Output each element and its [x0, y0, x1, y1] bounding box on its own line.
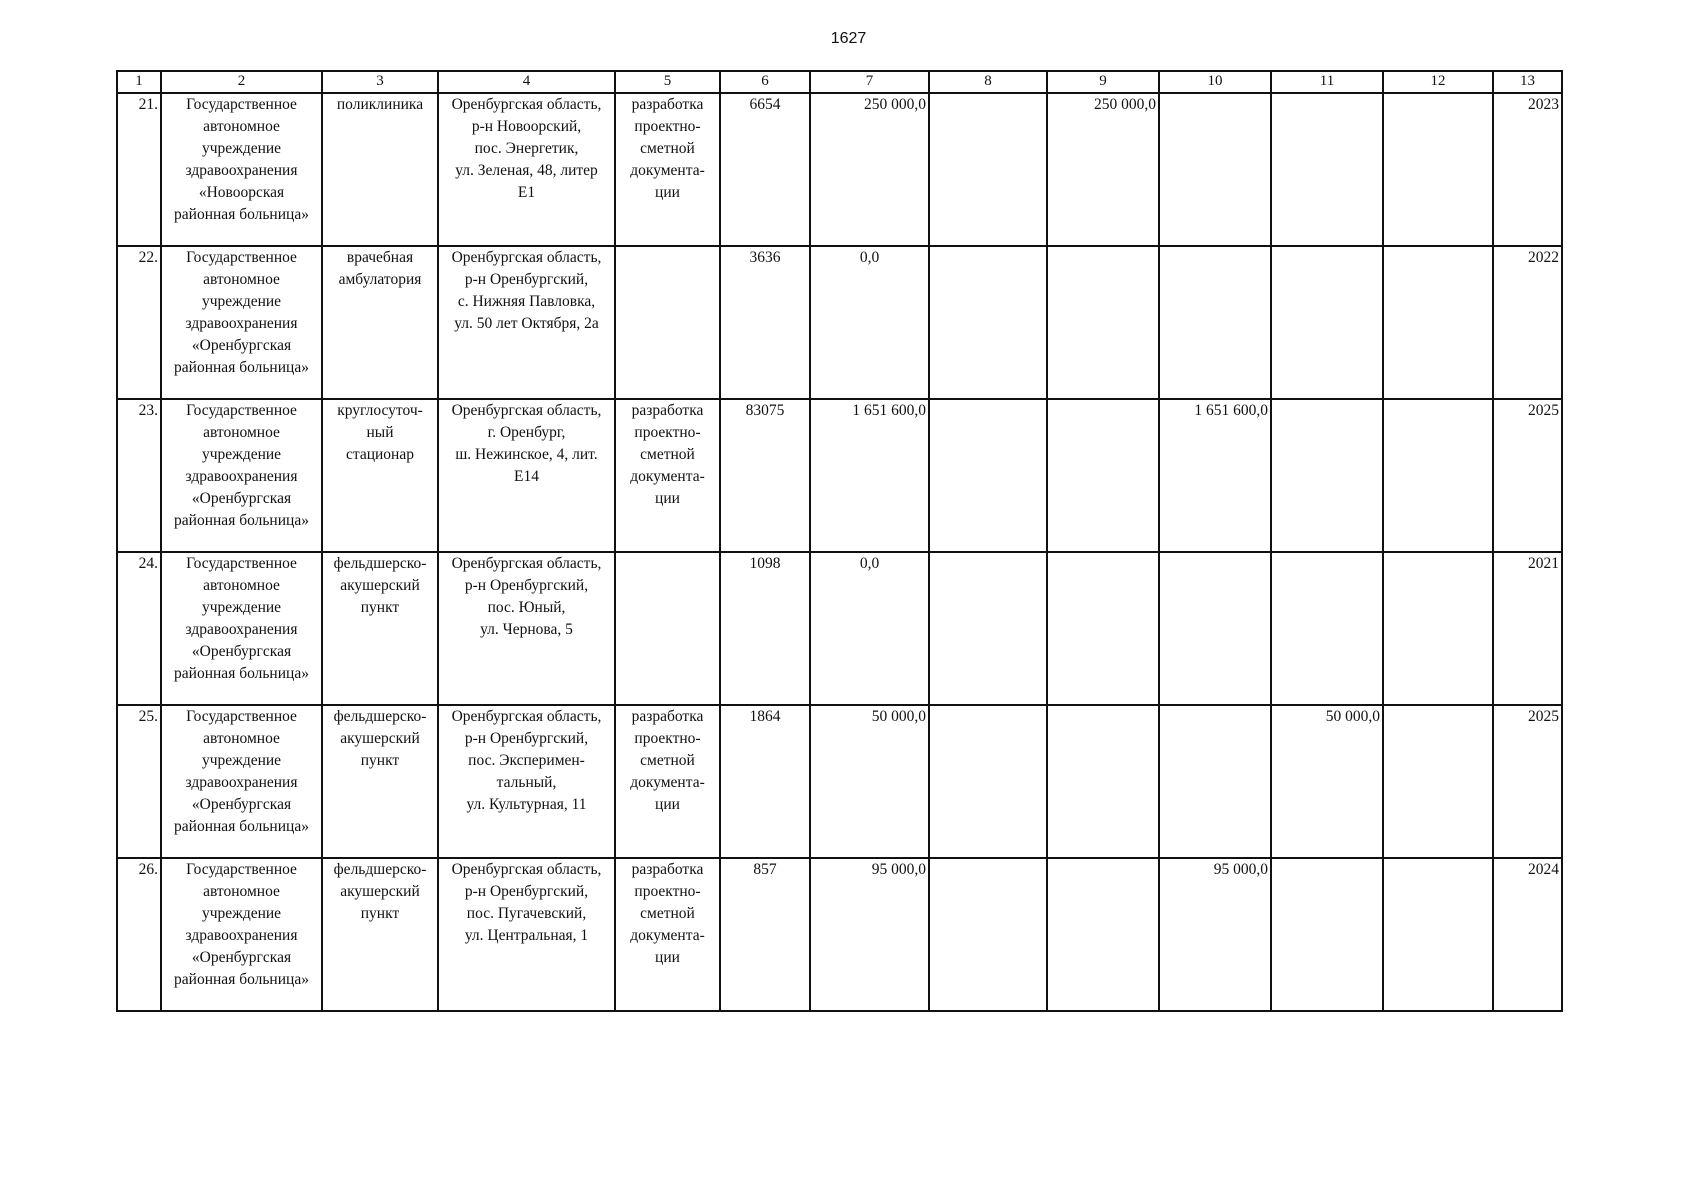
work-type-text: разработка проектно- сметной документа- ции: [630, 96, 705, 201]
facility-type-text: круглосуточ- ный стационар: [337, 402, 423, 463]
col8-cell: [929, 552, 1047, 705]
col11-cell: [1271, 399, 1383, 552]
address-cell: [438, 93, 615, 246]
institution-cell: [161, 399, 322, 552]
work-type-cell: [615, 246, 720, 399]
institution-text: Государственное автономное учреждение здравоохранения «Оренбургская районная больница»: [174, 708, 309, 835]
column-header: 13: [1493, 71, 1562, 93]
col8-cell: [929, 858, 1047, 1011]
col9-cell: [1047, 858, 1159, 1011]
col10-cell: 1 651 600,0: [1159, 399, 1271, 552]
col11-cell: [1271, 552, 1383, 705]
address-text: Оренбургская область, г. Оренбург, ш. Нежинское, 4, лит. Е14: [451, 402, 602, 485]
col12-cell: [1383, 246, 1493, 399]
address-cell: [438, 705, 615, 858]
total-cell: 250 000,0: [810, 93, 929, 246]
page-number: 1627: [830, 30, 867, 47]
col11-cell: 50 000,0: [1271, 705, 1383, 858]
total-cell: 1 651 600,0: [810, 399, 929, 552]
col8-cell: [929, 399, 1047, 552]
col8-cell: [929, 246, 1047, 399]
total-cell: 50 000,0: [810, 705, 929, 858]
col12-cell: [1383, 93, 1493, 246]
year-cell: 2025: [1493, 399, 1562, 552]
col9-cell: [1047, 399, 1159, 552]
institution-text: Государственное автономное учреждение здравоохранения «Оренбургская районная больница»: [174, 861, 309, 988]
area-cell: 83075: [720, 399, 810, 552]
address-cell: [438, 399, 615, 552]
facility-type-cell: [322, 399, 438, 552]
row-number-cell: 24.: [117, 552, 161, 705]
facility-type-text: фельдшерско- акушерский пункт: [333, 708, 427, 769]
col10-cell: [1159, 705, 1271, 858]
area-cell: 3636: [720, 246, 810, 399]
work-type-cell: [615, 705, 720, 858]
facility-type-text: фельдшерско- акушерский пункт: [333, 861, 427, 922]
table-row: [117, 552, 1562, 705]
facility-type-text: врачебная амбулатория: [338, 249, 422, 288]
column-header: 6: [720, 71, 810, 93]
work-type-text: разработка проектно- сметной документа- ции: [630, 861, 705, 966]
column-header: 7: [810, 71, 929, 93]
column-header: 8: [929, 71, 1047, 93]
work-type-text: разработка проектно- сметной документа- ции: [630, 402, 705, 507]
facility-type-cell: [322, 705, 438, 858]
address-text: Оренбургская область, р-н Новоорский, пос. Энергетик, ул. Зеленая, 48, литер Е1: [451, 96, 602, 201]
column-header: 4: [438, 71, 615, 93]
area-cell: 1864: [720, 705, 810, 858]
table-row: [117, 705, 1562, 858]
row-number-cell: 25.: [117, 705, 161, 858]
facility-type-cell: [322, 858, 438, 1011]
total-cell: 95 000,0: [810, 858, 929, 1011]
row-number-cell: 22.: [117, 246, 161, 399]
institution-cell: [161, 705, 322, 858]
year-cell: 2024: [1493, 858, 1562, 1011]
col11-cell: [1271, 246, 1383, 399]
investment-table: [116, 70, 1563, 1012]
table-row: [117, 93, 1562, 246]
institution-text: Государственное автономное учреждение здравоохранения «Новоорская районная больница»: [174, 96, 309, 223]
row-number-cell: 26.: [117, 858, 161, 1011]
address-text: Оренбургская область, р-н Оренбургский, пос. Юный, ул. Чернова, 5: [451, 555, 602, 638]
table-row: [117, 858, 1562, 1011]
year-cell: 2023: [1493, 93, 1562, 246]
column-header: 10: [1159, 71, 1271, 93]
area-cell: 1098: [720, 552, 810, 705]
col10-cell: 95 000,0: [1159, 858, 1271, 1011]
col9-cell: [1047, 246, 1159, 399]
address-text: Оренбургская область, р-н Оренбургский, пос. Эксперимен- тальный, ул. Культурная, 11: [451, 708, 602, 813]
column-header: 12: [1383, 71, 1493, 93]
column-header: 5: [615, 71, 720, 93]
total-cell: 0,0: [810, 552, 929, 705]
column-number-row: [117, 71, 1562, 93]
col10-cell: [1159, 552, 1271, 705]
work-type-cell: [615, 858, 720, 1011]
col8-cell: [929, 93, 1047, 246]
column-header: 2: [161, 71, 322, 93]
col12-cell: [1383, 858, 1493, 1011]
institution-cell: [161, 246, 322, 399]
column-header: 9: [1047, 71, 1159, 93]
column-header: 3: [322, 71, 438, 93]
col9-cell: 250 000,0: [1047, 93, 1159, 246]
total-cell: 0,0: [810, 246, 929, 399]
table-row: [117, 399, 1562, 552]
work-type-cell: [615, 399, 720, 552]
institution-text: Государственное автономное учреждение здравоохранения «Оренбургская районная больница»: [174, 555, 309, 682]
col12-cell: [1383, 399, 1493, 552]
institution-cell: [161, 858, 322, 1011]
col11-cell: [1271, 93, 1383, 246]
col11-cell: [1271, 858, 1383, 1011]
facility-type-cell: [322, 552, 438, 705]
address-cell: [438, 246, 615, 399]
institution-cell: [161, 552, 322, 705]
col8-cell: [929, 705, 1047, 858]
area-cell: 857: [720, 858, 810, 1011]
facility-type-cell: [322, 93, 438, 246]
year-cell: 2025: [1493, 705, 1562, 858]
col9-cell: [1047, 705, 1159, 858]
col10-cell: [1159, 93, 1271, 246]
col12-cell: [1383, 552, 1493, 705]
table-row: [117, 246, 1562, 399]
year-cell: 2021: [1493, 552, 1562, 705]
institution-text: Государственное автономное учреждение здравоохранения «Оренбургская районная больница»: [174, 402, 309, 529]
work-type-cell: [615, 93, 720, 246]
address-text: Оренбургская область, р-н Оренбургский, с. Нижняя Павловка, ул. 50 лет Октября, 2а: [451, 249, 602, 332]
institution-cell: [161, 93, 322, 246]
address-cell: [438, 552, 615, 705]
work-type-cell: [615, 552, 720, 705]
facility-type-text: поликлиника: [336, 96, 424, 113]
column-header: 1: [117, 71, 161, 93]
address-text: Оренбургская область, р-н Оренбургский, пос. Пугачевский, ул. Центральная, 1: [451, 861, 602, 944]
work-type-text: разработка проектно- сметной документа- ции: [630, 708, 705, 813]
column-header: 11: [1271, 71, 1383, 93]
year-cell: 2022: [1493, 246, 1562, 399]
row-number-cell: 23.: [117, 399, 161, 552]
area-cell: 6654: [720, 93, 810, 246]
facility-type-text: фельдшерско- акушерский пункт: [333, 555, 427, 616]
col9-cell: [1047, 552, 1159, 705]
col10-cell: [1159, 246, 1271, 399]
row-number-cell: 21.: [117, 93, 161, 246]
address-cell: [438, 858, 615, 1011]
facility-type-cell: [322, 246, 438, 399]
col12-cell: [1383, 705, 1493, 858]
institution-text: Государственное автономное учреждение здравоохранения «Оренбургская районная больница»: [174, 249, 309, 376]
